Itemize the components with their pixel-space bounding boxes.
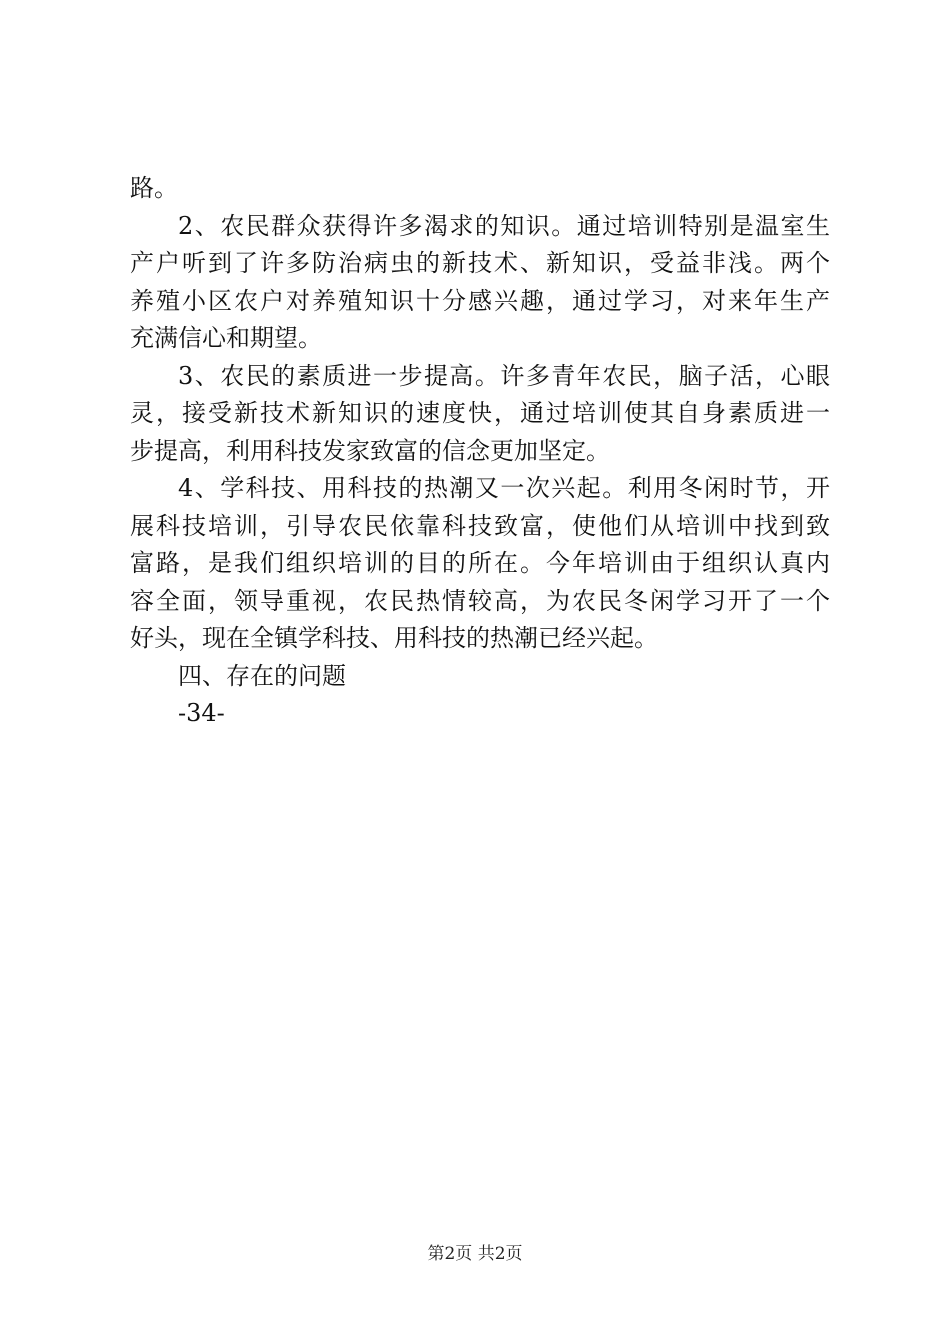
section-heading: 四、存在的问题: [178, 661, 346, 690]
paragraph-2-line: 养殖小区农户对养殖知识十分感兴趣，通过学习，对来年生产: [130, 286, 830, 315]
paragraph-2-line: 充满信心和期望。: [130, 324, 322, 352]
page-number-marker: -34-: [178, 699, 225, 727]
paragraph-2-line: 产户听到了许多防治病虫的新技术、新知识，受益非浅。两个: [130, 249, 830, 277]
paragraph-3-line: 步提高，利用科技发家致富的信念更加坚定。: [130, 436, 610, 465]
paragraph-3-line: 灵，接受新技术新知识的速度快，通过培训使其自身素质进一: [130, 399, 830, 427]
paragraph-4-line: 容全面，领导重视，农民热情较高，为农民冬闲学习开了一个: [130, 586, 830, 615]
document-body: [130, 170, 830, 733]
text-line: 路。: [130, 174, 178, 202]
paragraph-4-line: 好头，现在全镇学科技、用科技的热潮已经兴起。: [130, 624, 658, 652]
paragraph-3-line: 3、农民的素质进一步提高。许多青年农民，脑子活，心眼: [178, 361, 830, 390]
paragraph-4-line: 4、学科技、用科技的热潮又一次兴起。利用冬闲时节，开: [178, 474, 830, 502]
paragraph-4-line: 富路，是我们组织培训的目的所在。今年培训由于组织认真内: [130, 549, 830, 577]
paragraph-4-line: 展科技培训，引导农民依靠科技致富，使他们从培训中找到致: [130, 511, 830, 540]
page-footer: 第2页 共2页: [427, 1244, 523, 1264]
paragraph-2-line: 2、农民群众获得许多渴求的知识。通过培训特别是温室生: [178, 211, 830, 240]
